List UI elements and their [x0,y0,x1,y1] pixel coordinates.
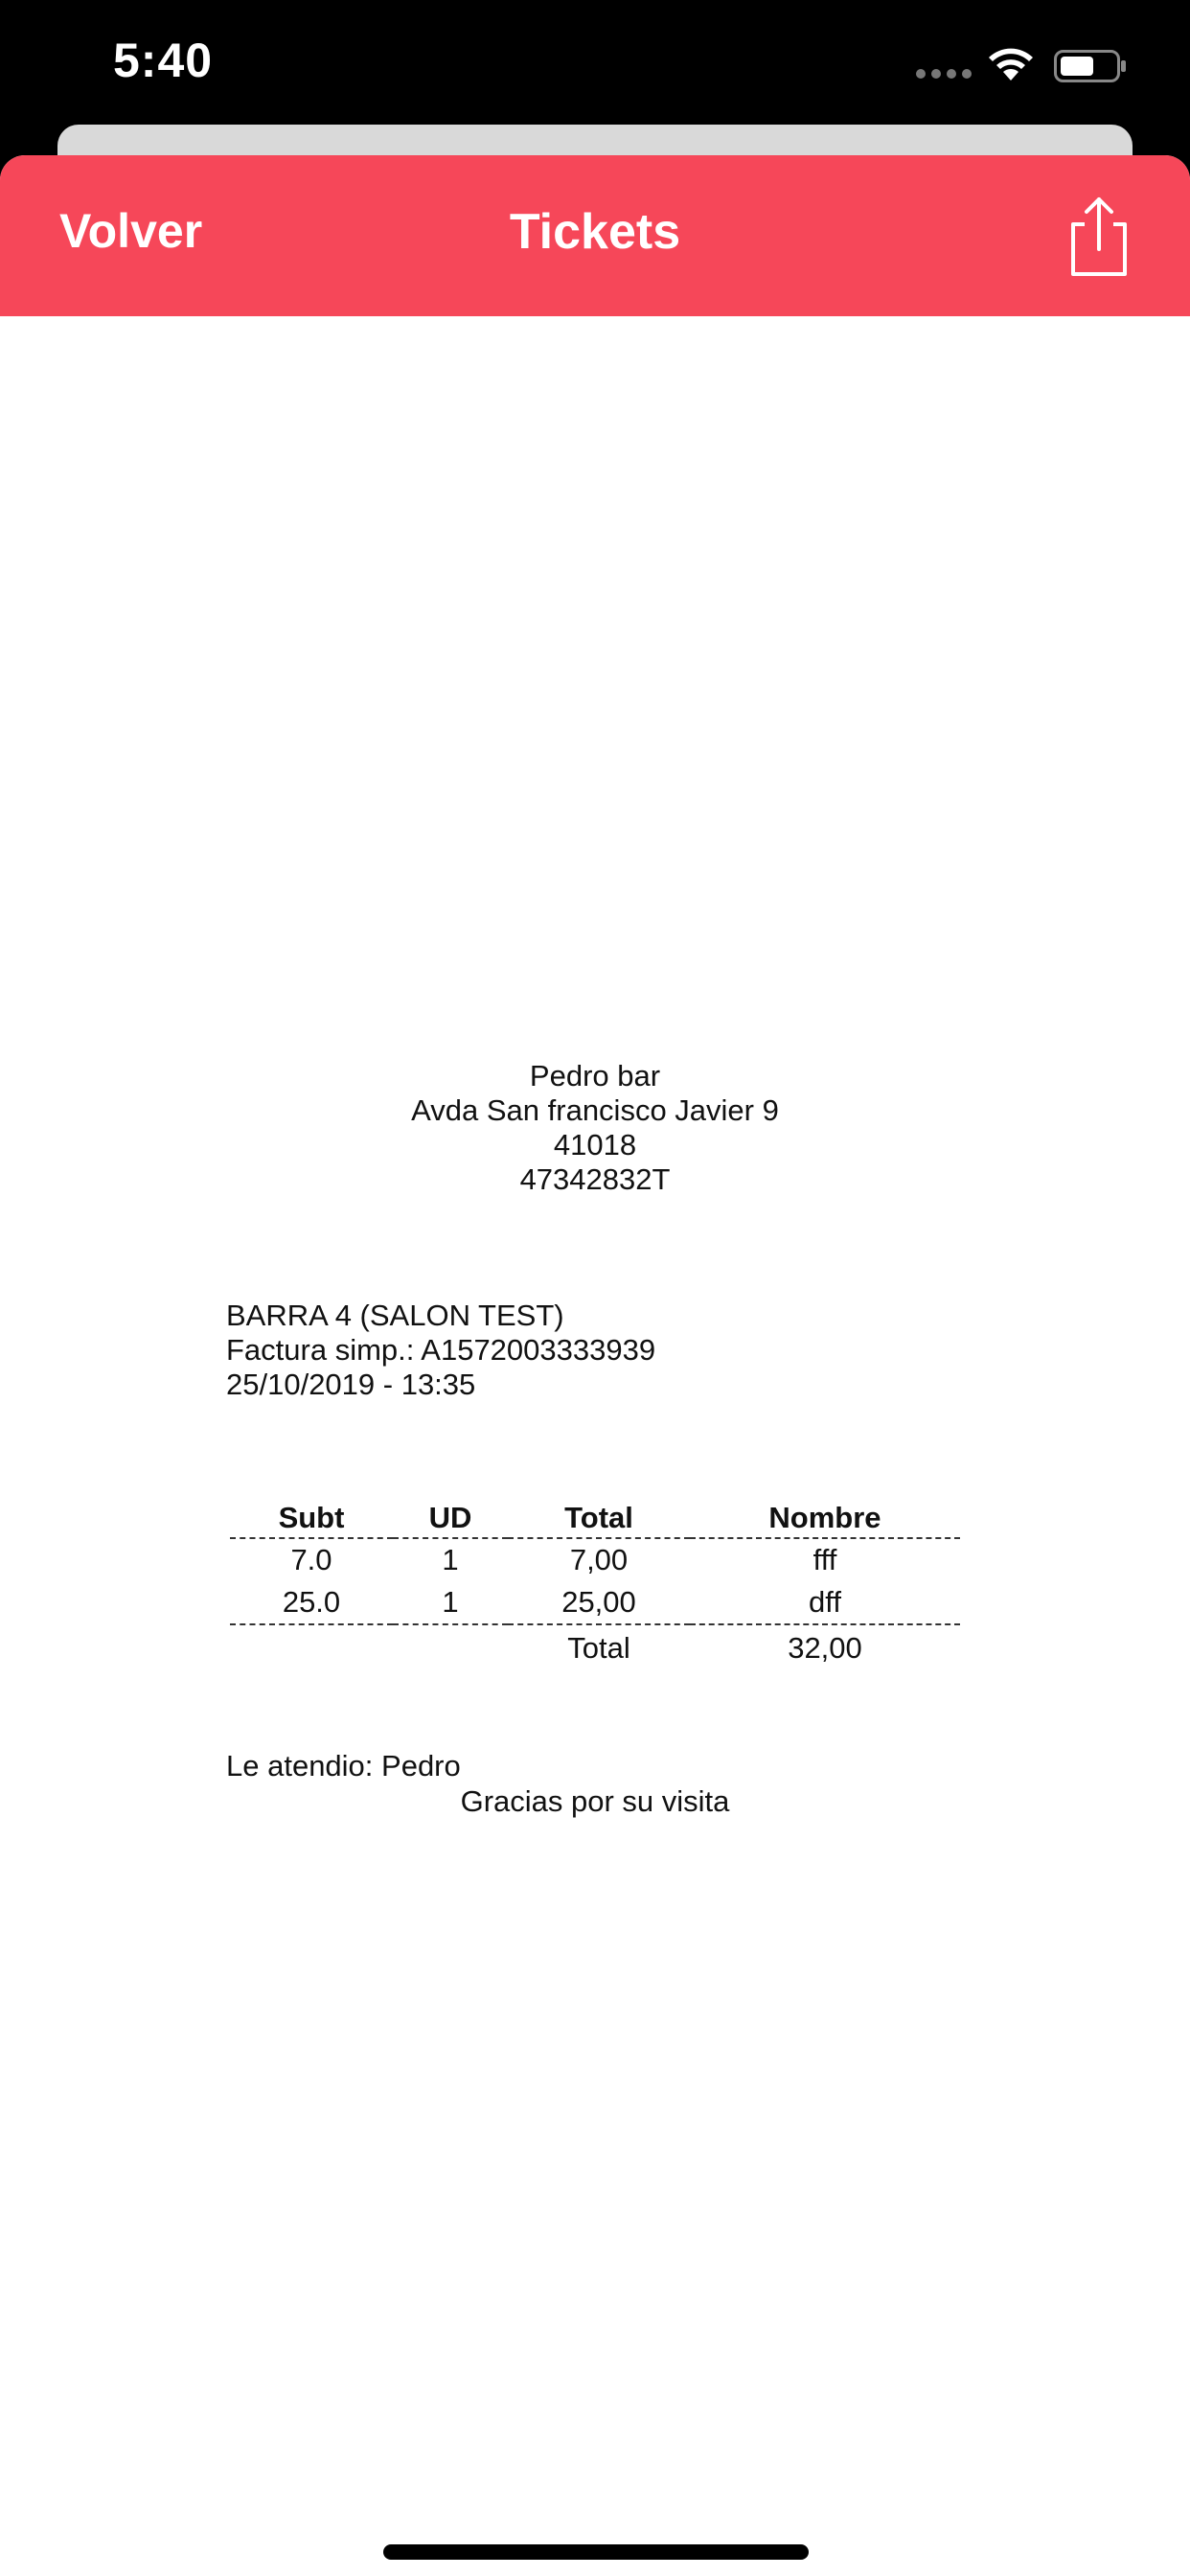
wifi-icon [985,44,1037,82]
page-title: Tickets [509,204,681,260]
table-name: BARRA 4 (SALON TEST) [226,1299,564,1332]
item-subt: 25.0 [282,1585,341,1619]
column-header-subt: Subt [278,1501,345,1534]
postal-code: 41018 [553,1128,637,1162]
business-name: Pedro bar [529,1059,661,1092]
ticket-datetime: 25/10/2019 - 13:35 [226,1368,476,1401]
home-indicator[interactable] [383,2544,809,2560]
item-nombre: dff [809,1585,841,1619]
column-header-nombre: Nombre [768,1501,881,1534]
back-button[interactable]: Volver [59,204,203,258]
item-ud: 1 [442,1543,459,1576]
tax-id: 47342832T [519,1162,671,1196]
cellular-signal-icon [916,69,972,79]
ticket-info [226,1299,655,1402]
status-time: 5:40 [113,34,214,87]
business-address: Avda San francisco Javier 9 [411,1093,779,1127]
table-row [230,1538,960,1581]
item-total: 7,00 [569,1543,629,1576]
column-header-ud: UD [428,1501,472,1534]
receipt-header [0,1059,1190,1197]
waiter-name: Le atendio: Pedro [226,1749,461,1782]
table-header-row [230,1499,960,1538]
item-total: 25,00 [561,1585,636,1619]
table-row [230,1581,960,1624]
battery-icon [1054,50,1127,82]
status-bar [0,0,1190,134]
total-value: 32,00 [788,1631,862,1665]
total-label: Total [567,1631,630,1665]
share-button[interactable] [1062,196,1136,278]
navigation-bar [0,155,1190,316]
tickets-sheet [0,155,1190,2576]
column-header-total: Total [564,1501,633,1534]
item-ud: 1 [442,1585,459,1619]
thanks-message: Gracias por su visita [460,1784,730,1818]
item-subt: 7.0 [290,1543,332,1576]
item-nombre: fff [812,1543,837,1576]
share-icon [1062,196,1136,278]
total-row [230,1624,960,1671]
invoice-number: Factura simp.: A1572003333939 [226,1333,656,1367]
items-table [230,1499,960,1671]
